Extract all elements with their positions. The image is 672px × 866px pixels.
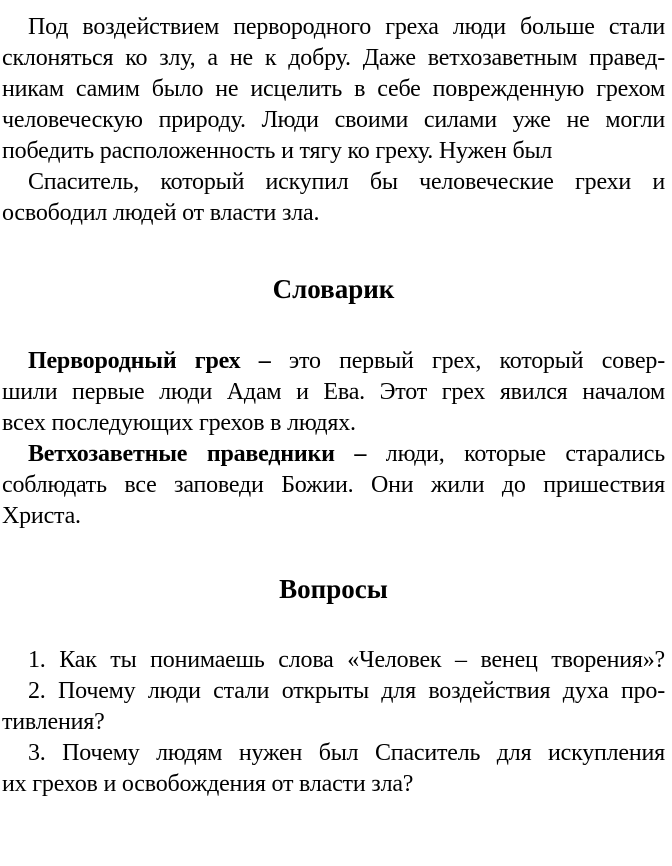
text-line: Первородный грех – это первый грех, который совер-	[28, 348, 665, 374]
glossary-term-old-testament-righteous	[2, 439, 665, 532]
text-line: 3. Почему людям нужен был Спаситель для искупления	[28, 740, 665, 766]
question-1	[2, 645, 665, 676]
text-line: Христа.	[2, 503, 81, 529]
text-line: никам самим было не исцелить в себе поврежденную грехом	[2, 76, 665, 102]
question-3	[2, 738, 665, 800]
intro-paragraph	[2, 12, 665, 167]
glossary-term-bold: Первородный грех –	[28, 348, 271, 374]
text-line: Под воздействием первородного греха люди больше стали	[28, 14, 665, 40]
text-line: победить расположенность и тягу ко греху. Нужен был	[2, 138, 553, 164]
question-2	[2, 676, 665, 738]
questions-heading: Вопросы	[279, 574, 388, 604]
text-line: соблюдать все заповеди Божии. Они жили до пришествия	[2, 472, 665, 498]
text-line: человеческую природу. Люди своими силами уже не могли	[2, 107, 665, 133]
glossary-term-original-sin	[2, 346, 665, 439]
glossary-term-bold: Ветхозаветные праведники –	[28, 441, 367, 467]
text-line: всех последующих грехов в людях.	[2, 410, 356, 436]
text-line: их грехов и освобождения от власти зла?	[2, 771, 414, 797]
glossary-heading: Словарик	[272, 274, 395, 304]
text-line: 2. Почему люди стали открыты для воздействия духа про-	[28, 678, 665, 704]
savior-paragraph	[2, 167, 665, 229]
text-line: 1. Как ты понимаешь слова «Человек – венец творения»?	[28, 647, 665, 673]
text-line: Ветхозаветные праведники – люди, которые старались	[28, 441, 666, 467]
text-line: Спаситель, который искупил бы человеческие грехи и	[28, 169, 665, 195]
text-line: шили первые люди Адам и Ева. Этот грех явился началом	[2, 379, 665, 405]
text-line: освободил людей от власти зла.	[2, 200, 320, 226]
text-line: тивления?	[2, 709, 105, 735]
text-line: склоняться ко злу, а не к добру. Даже ветхозаветным правед-	[2, 45, 665, 71]
